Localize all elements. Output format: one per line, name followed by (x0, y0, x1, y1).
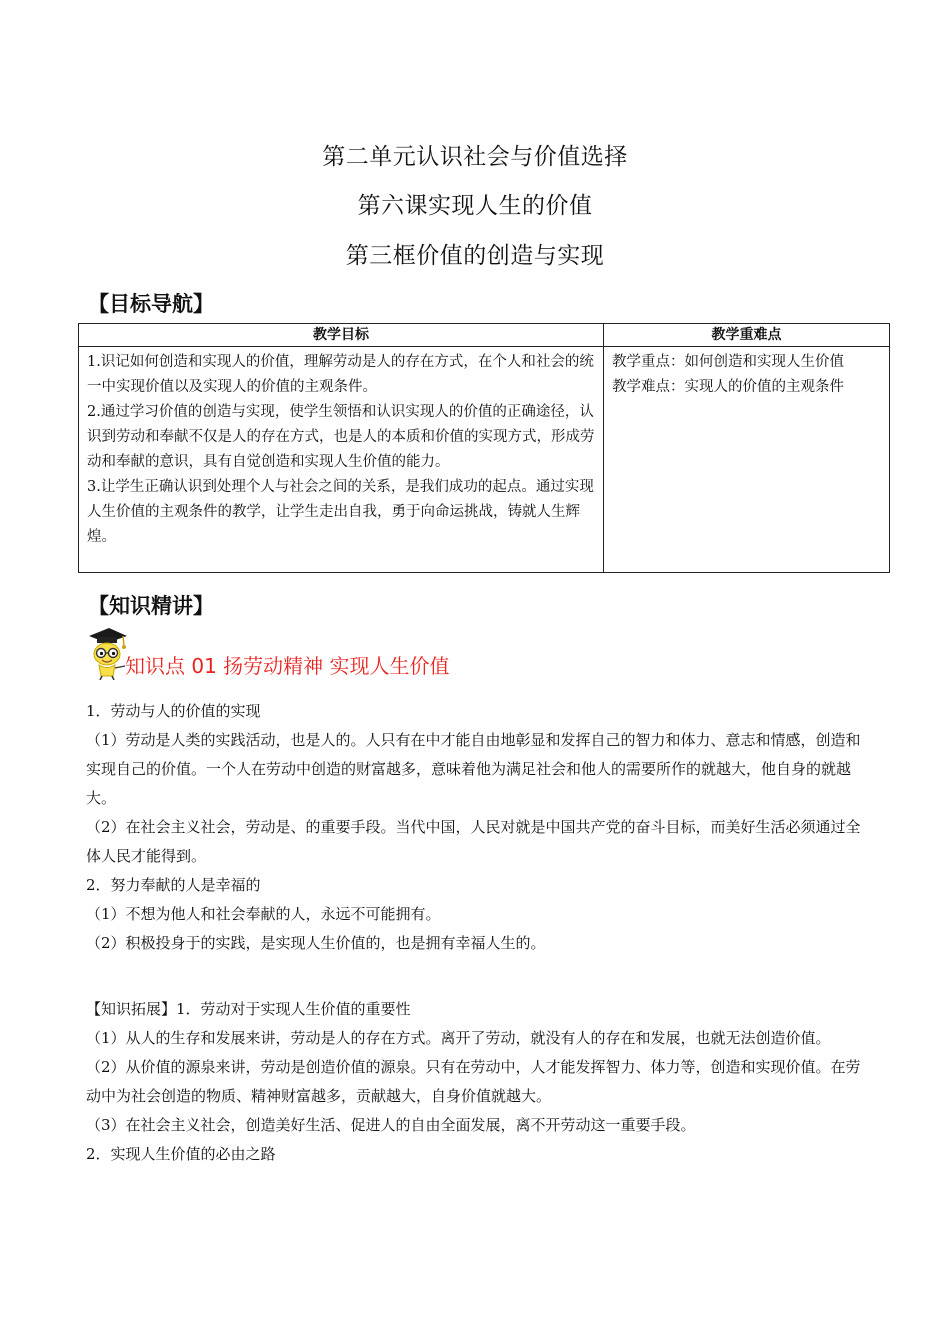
content-line: （2）积极投身于的实践，是实现人生价值的，也是拥有幸福人生的。 (86, 934, 546, 952)
goal-table (78, 323, 890, 573)
content-block (86, 697, 866, 958)
content-line: 1．劳动与人的价值的实现 (86, 702, 261, 720)
goal-item: 3.让学生正确认识到处理个人与社会之间的关系，是我们成功的起点。通过实现人生价值的主观条件的教学，让学生走出自我，勇于向命运挑战，铸就人生辉煌。 (87, 479, 594, 545)
extension-line: （3）在社会主义社会，创造美好生活、促进人的自由全面发展，离不开劳动这一重要手段。 (86, 1116, 696, 1134)
extension-block (86, 995, 866, 1169)
content-line: （1）不想为他人和社会奉献的人，永远不可能拥有。 (86, 905, 441, 923)
extension-line: （2）从价值的源泉来讲，劳动是创造价值的源泉。只有在劳动中，人才能发挥智力、体力等，创造和实现价值。在劳动中为社会创造的物质、精神财富越多，贡献越大，自身价值就越大。 (86, 1058, 861, 1105)
goal-item: 1.识记如何创造和实现人的价值，理解劳动是人的存在方式，在个人和社会的统一中实现价值以及实现人的价值的主观条件。 (87, 354, 594, 395)
extension-line: （1）从人的生存和发展来讲，劳动是人的存在方式。离开了劳动，就没有人的存在和发展，也就无法创造价值。 (86, 1029, 831, 1047)
lesson-title: 第六课实现人生的价值 (357, 193, 593, 219)
frame-title: 第三框价值的创造与实现 (345, 243, 605, 269)
extension-line: 2．实现人生价值的必由之路 (86, 1145, 276, 1163)
keypoints-cell (604, 347, 890, 573)
goals-header: 教学目标 (79, 324, 604, 347)
keypoints-header: 教学重难点 (604, 324, 890, 347)
goal-item: 2.通过学习价值的创造与实现，使学生领悟和认识实现人的价值的正确途径，认识到劳动和奉献不仅是人的存在方式，也是人的本质和价值的实现方式，形成劳动和奉献的意识，具有自觉创造和实现人生价值的能力。 (87, 404, 595, 470)
knowledge-point-header (85, 624, 785, 684)
extension-line: 【知识拓展】1．劳动对于实现人生价值的重要性 (86, 1000, 411, 1018)
goal-nav-heading: 【目标导航】 (88, 292, 214, 316)
knowledge-point-title: 知识点 01 扬劳动精神 实现人生价值 (125, 654, 450, 678)
content-line: （1）劳动是人类的实践活动，也是人的。人只有在中才能自由地彰显和发挥自己的智力和体力、意志和情感，创造和实现自己的价值。一个人在劳动中创造的财富越多，意味着他为满足社会和他人的需要所作的就越大，他自身的就越大。 (86, 731, 861, 807)
content-line: （2）在社会主义社会，劳动是、的重要手段。当代中国，人民对就是中国共产党的奋斗目标，而美好生活必须通过全体人民才能得到。 (86, 818, 861, 865)
content-line: 2．努力奉献的人是幸福的 (86, 876, 261, 894)
goals-cell (79, 347, 604, 573)
keypoint-item: 教学重点：如何创造和实现人生价值 (612, 354, 844, 370)
unit-title: 第二单元认识社会与价值选择 (322, 144, 628, 170)
knowledge-heading: 【知识精讲】 (88, 594, 214, 618)
cartoon-scholar-icon (85, 624, 129, 680)
keypoint-item: 教学难点：实现人的价值的主观条件 (612, 379, 844, 395)
